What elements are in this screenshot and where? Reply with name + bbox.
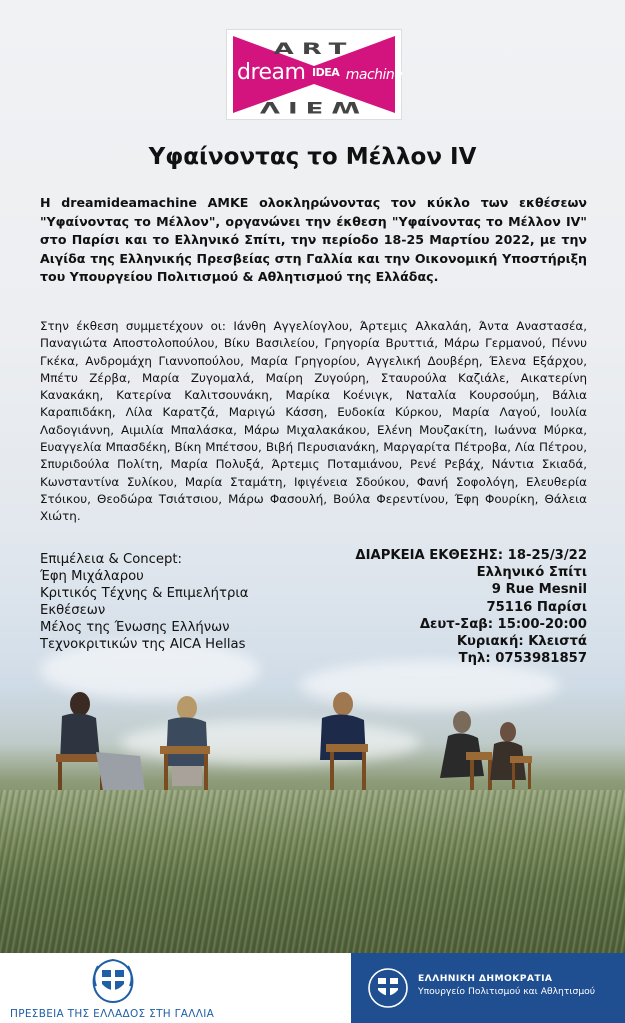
- info-line: 9 Rue Mesnil: [491, 582, 587, 598]
- info-line: ΔΙΑΡΚΕΙΑ ΕΚΘΕΣΗΣ: 18-25/3/22: [355, 548, 587, 563]
- credit-line: Κριτικός Τέχνης & Επιμελήτρια: [40, 586, 249, 601]
- credit-line: Έφη Μιχάλαρου: [40, 569, 144, 584]
- info-line: 75116 Παρίσι: [486, 599, 587, 615]
- footer: [0, 953, 625, 1023]
- ministry-block: [351, 953, 625, 1023]
- curator-credits: [40, 551, 300, 653]
- info-line: Δευτ-Σαβ: 15:00-20:00: [419, 616, 587, 632]
- grass-field: [0, 790, 625, 953]
- exhibition-info: [307, 547, 587, 667]
- figure-3: [320, 692, 368, 792]
- logo-bottom-word: VIEW: [259, 98, 369, 116]
- greek-emblem-icon: [88, 956, 138, 1004]
- ministry-label: Υπουργείο Πολιτισμού και Αθλητισμού: [418, 986, 596, 997]
- info-line: Τηλ: 0753981857: [458, 651, 587, 667]
- embassy-block: [0, 953, 351, 1023]
- credit-line: Μέλος της Ένωσης Ελλήνων: [40, 620, 230, 635]
- logo-top-word: ART: [273, 40, 355, 58]
- figure-4: [440, 711, 492, 790]
- info-line: Κυριακή: Κλειστά: [456, 634, 587, 650]
- credit-line: Επιμέλεια & Concept:: [40, 552, 182, 567]
- greek-emblem-icon: [366, 966, 410, 1010]
- logo-word-machine: machine: [345, 67, 403, 83]
- artists-paragraph: Στην έκθεση συμμετέχουν οι: Ιάνθη Αγγελίογλου, Άρτεμις Αλκαλάη, Άντα Αναστασέα, Παναγιώτα Αποστολοπούλου, Βίκυ Βασιλείου, Γρηγορία Βρυττιά, Μάρω Γερμανού, Πέννυ Γκέκα, Ανδρομάχη Γιαννοπούλου, Μαρία Γρηγορίου, Αγγελική Δουβέρη, Έλενα Εξάρχου, Μπέτυ Ζέρβα, Μαρία Ζυγομαλά, Μαίρη Ζυγούρη, Σταυρούλα Καζιάλε, Αικατερίνη Κανακάκη, Κατερίνα Καλιτσουνάκη, Μαρίκα Κοένιγκ, Ναταλία Κουρσούμη, Βάλια Καραπιδάκη, Λίλα Καρατζά, Μαριγώ Κάσση, Ευδοκία Κύρκου, Μαρία Λαγού, Ιουλία Λαδογιάννη, Αιμιλία Μπαλάσκα, Μάρω Μιχαλακάκου, Ελένη Μουζακίτη, Ιωάννα Μύρκα, Ευαγγελία Μπασδέκη, Βίκη Μπέτσου, Βιβή Περυσιανάκη, Μαργαρίτα Πέτροβα, Λία Πέτρου, Σπυριδούλα Πολίτη, Μαρία Πολυξά, Άρτεμις Ποταμιάνου, Ρενέ Ρεβάχ, Νάντια Σκιαδά, Κωνσταντίνα Συλίκου, Μαρία Σταμάτη, Ιφιγένεια Σδούκου, Φανή Σοφολόγη, Ελευθερία Στόικου, Θεοδώρα Τσιάτσιου, Μάρω Φασουλή, Βούλα Φερεντίνου, Έφη Φουρίκη, Θάλεια Χιώτη.: [40, 319, 587, 524]
- page-title: Υφαίνοντας το Μέλλον IV: [148, 144, 477, 170]
- figure-2: [160, 696, 210, 800]
- credit-line: Εκθέσεων: [40, 603, 106, 618]
- logo-word-idea: IDEA: [311, 66, 340, 79]
- figure-5: [490, 722, 532, 789]
- logo-main-text: [237, 60, 403, 85]
- logo-word-dream: dream: [237, 60, 306, 85]
- embassy-label: ΠΡΕΣΒΕΙΑ ΤΗΣ ΕΛΛΑΔΟΣ ΣΤΗ ΓΑΛΛΙΑ: [10, 1008, 215, 1020]
- intro-paragraph: Η dreamideamachine ΑΜΚΕ ολοκληρώνοντας τον κύκλο των εκθέσεων "Υφαίνοντας το Μέλλον", οργανώνει την έκθεση "Υφαίνοντας το Μέλλον IV" στο Παρίσι και το Ελληνικό Σπίτι, την περίοδο 18-25 Μαρτίου 2022, με την Αιγίδα της Ελληνικής Πρεσβείας στη Γαλλία και την Οικονομική Υποστήριξη του Υπουργείου Πολιτισμού & Αθλητισμού της Ελλάδας.: [40, 195, 587, 284]
- figure-1: [56, 692, 146, 798]
- dreamideamachine-logo: [226, 29, 402, 120]
- gov-title: ΕΛΛΗΝΙΚΗ ΔΗΜΟΚΡΑΤΙΑ: [418, 973, 553, 984]
- info-line: Ελληνικό Σπίτι: [476, 565, 587, 581]
- credit-line: Τεχνοκριτικών της AICA Hellas: [40, 637, 246, 652]
